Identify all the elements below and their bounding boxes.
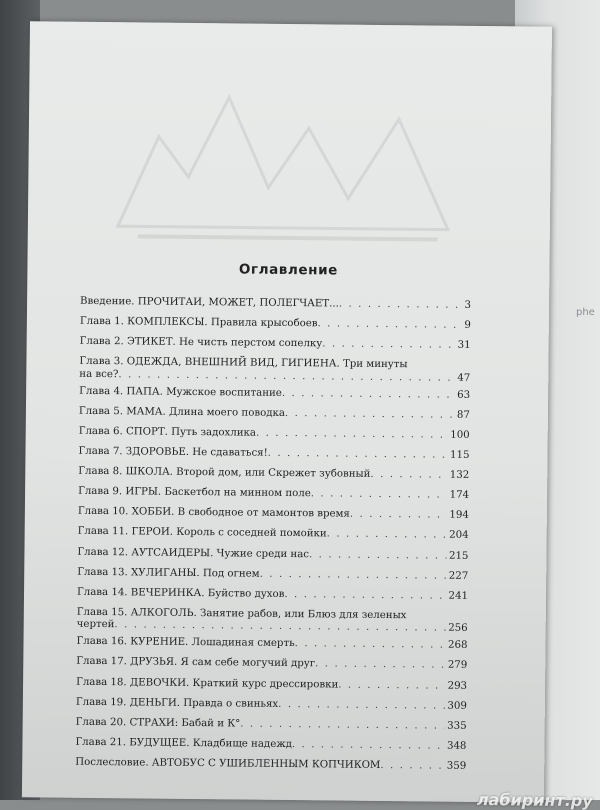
toc-page-number: 309 bbox=[447, 700, 467, 712]
toc-leader-dots bbox=[315, 659, 445, 673]
toc-leader-dots bbox=[380, 760, 444, 773]
toc-leader-dots bbox=[282, 388, 454, 402]
toc-entry-text: КУРЕНИЕ. Лошадиная смерть bbox=[130, 636, 295, 650]
toc-entry-prefix: Послесловие. bbox=[75, 756, 149, 769]
toc-entry-prefix: Глава 19. bbox=[75, 696, 127, 708]
toc-entry-text: СПОРТ. Путь задохлика bbox=[125, 426, 257, 439]
toc-entry-label bbox=[78, 466, 370, 482]
toc-entry-prefix: Глава 7. bbox=[78, 445, 123, 458]
toc-leader-dots bbox=[317, 318, 461, 332]
toc-leader-dots bbox=[327, 529, 447, 543]
toc-leader-dots bbox=[339, 299, 462, 313]
toc-entry-prefix: Глава 13. bbox=[77, 566, 128, 578]
toc-entry-label bbox=[79, 386, 282, 401]
toc-entry-label bbox=[76, 636, 294, 651]
toc-page-number: 194 bbox=[449, 510, 469, 522]
toc-entry-line bbox=[78, 526, 469, 543]
toc-entry-label bbox=[79, 406, 285, 421]
toc-entry-prefix: Глава 15. bbox=[76, 606, 128, 619]
toc-entry-text: ХОББИ. В свободное от мамонтов время bbox=[131, 506, 350, 520]
toc-entry-prefix: Глава 20. bbox=[75, 716, 127, 728]
side-text-fragment: phe bbox=[576, 307, 595, 318]
toc-entry-text: ГЕРОИ. Король с соседней помойки bbox=[131, 526, 327, 540]
toc-leader-dots bbox=[292, 739, 444, 753]
toc-entry-label bbox=[75, 737, 292, 752]
toc-entry-line bbox=[76, 696, 467, 713]
toc-entry-text: ПРОЧИТАЙ, МОЖЕТ, ПОЛЕГЧАЕТ... bbox=[137, 296, 339, 310]
toc-title: Оглавление bbox=[238, 261, 339, 279]
toc-entry-line bbox=[78, 466, 469, 483]
toc-entry-continuation: на все? bbox=[79, 368, 119, 380]
toc-entry-label bbox=[78, 446, 267, 460]
toc-leader-dots bbox=[322, 339, 454, 353]
toc-page-number: 241 bbox=[448, 590, 469, 602]
toc-entry-line bbox=[76, 716, 467, 733]
toc-entry-continuation: чертей bbox=[76, 619, 115, 631]
toc-leader-dots bbox=[309, 549, 446, 563]
toc-entry-prefix: Введение. bbox=[80, 295, 135, 308]
toc-entry-prefix: Глава 11. bbox=[77, 526, 129, 538]
toc-entry bbox=[77, 607, 468, 641]
toc-leader-dots bbox=[260, 568, 446, 582]
toc-entry-label bbox=[78, 506, 350, 521]
toc-entry-prefix: Глава 10. bbox=[77, 506, 129, 518]
toc-entry-text: ОДЕЖДА, ВНЕШНИЙ ВИД, ГИГИЕНА. Три минуты bbox=[126, 356, 408, 371]
toc-page-number: 227 bbox=[448, 570, 469, 582]
toc-entry-text: АВТОБУС С УШИБЛЕННЫМ КОПЧИКОМ bbox=[151, 757, 381, 771]
toc-entry-prefix: Глава 21. bbox=[75, 736, 127, 749]
toc-entry-label bbox=[76, 716, 241, 730]
toc-entry-label bbox=[77, 566, 260, 580]
toc-entry bbox=[75, 757, 466, 781]
toc-entry-label bbox=[76, 696, 278, 711]
toc-page-number: 31 bbox=[457, 339, 471, 352]
toc-entry-label bbox=[80, 316, 318, 331]
toc-entry-label bbox=[78, 486, 311, 501]
toc-entry-text: АУТСАЙДЕРЫ. Чужие среди нас bbox=[131, 546, 310, 560]
toc-entry-prefix: Глава 18. bbox=[76, 676, 127, 688]
toc-leader-dots bbox=[295, 638, 446, 652]
toc-entry-label bbox=[78, 526, 327, 541]
toc-entry-line bbox=[75, 737, 466, 754]
toc-entry-text: ХУЛИГАНЫ. Под огнем bbox=[130, 566, 260, 580]
toc-entry-text: ИГРЫ. Баскетбол на минном поле bbox=[125, 486, 311, 500]
toc-page-number: 174 bbox=[449, 489, 470, 502]
toc-page-number: 115 bbox=[449, 449, 470, 461]
toc-entry-prefix: Глава 14. bbox=[76, 586, 128, 599]
toc-entry-prefix: Глава 4. bbox=[79, 385, 124, 398]
toc-entry-text: КОМПЛЕКСЫ. Правила крысобоев bbox=[127, 316, 318, 330]
toc-entry-prefix: Глава 6. bbox=[78, 425, 123, 438]
toc-page-number: 256 bbox=[448, 622, 468, 635]
toc-entry-text: ЗДОРОВЬЕ. Не сдаваться! bbox=[125, 446, 268, 459]
toc-page-number: 100 bbox=[450, 429, 470, 441]
toc-entry-text: ЭТИКЕТ. Не чисть перстом сопелку bbox=[126, 336, 323, 350]
toc-entry-label bbox=[75, 757, 380, 773]
toc-page-number: 9 bbox=[464, 319, 471, 331]
toc-entry-text: ВЕЧЕРИНКА. Буйство духов bbox=[130, 587, 285, 600]
watermark-logo: лабиринт.ру bbox=[476, 789, 593, 810]
toc-entry-label bbox=[77, 587, 284, 602]
toc-page-number: 359 bbox=[446, 760, 467, 772]
toc-leader-dots bbox=[350, 509, 447, 523]
table-of-contents bbox=[75, 296, 471, 781]
toc-entry-label bbox=[80, 336, 323, 351]
toc-entry-text: МАМА. Длина моего поводка bbox=[126, 406, 286, 419]
toc-entry-prefix: Глава 1. bbox=[79, 315, 124, 328]
toc-leader-dots bbox=[285, 408, 454, 422]
toc-leader-dots bbox=[256, 428, 447, 443]
toc-page-number: 335 bbox=[447, 720, 467, 732]
toc-entry-prefix: Глава 12. bbox=[77, 546, 129, 558]
toc-page-number: 348 bbox=[446, 740, 467, 752]
toc-entry-line bbox=[75, 757, 466, 774]
toc-leader-dots bbox=[114, 619, 445, 635]
toc-page-number: 47 bbox=[457, 372, 471, 384]
toc-entry-line bbox=[80, 296, 471, 313]
toc-entry-prefix: Глава 5. bbox=[78, 405, 124, 418]
toc-entry-label bbox=[77, 546, 309, 561]
toc-leader-dots bbox=[240, 718, 444, 733]
toc-page-number: 293 bbox=[447, 680, 468, 692]
toc-entry-text: ДЕВОЧКИ. Краткий курс дрессировки bbox=[129, 676, 339, 691]
toc-page-number: 87 bbox=[456, 409, 470, 421]
toc-entry-prefix: Глава 9. bbox=[78, 486, 123, 498]
toc-entry-line bbox=[79, 406, 470, 423]
toc-page-number: 63 bbox=[457, 389, 471, 401]
toc-entry-line bbox=[77, 546, 468, 563]
toc-leader-dots bbox=[118, 369, 454, 385]
toc-entry-line bbox=[78, 446, 469, 463]
toc-entry-prefix: Глава 3. bbox=[79, 356, 124, 368]
toc-entry-prefix: Глава 16. bbox=[76, 636, 128, 648]
toc-entry-prefix: Глава 17. bbox=[76, 656, 127, 668]
toc-entry-text: ДЕНЬГИ. Правда о свиньях bbox=[129, 696, 279, 710]
toc-entry-text: ДРУЗЬЯ. Я сам себе могучий друг bbox=[130, 656, 316, 670]
toc-page-number: 3 bbox=[464, 299, 472, 311]
toc-entry-text: СТРАХИ: Бабай и К° bbox=[129, 717, 241, 730]
toc-entry-prefix: Глава 2. bbox=[79, 335, 124, 348]
faded-illustration bbox=[98, 56, 480, 250]
toc-entry-text: ШКОЛА. Второй дом, или Скрежет зубовный bbox=[125, 466, 371, 481]
toc-entry-label bbox=[76, 676, 338, 691]
toc-entry-line bbox=[78, 486, 469, 503]
toc-entry-prefix: Глава 8. bbox=[78, 465, 123, 478]
toc-page-number: 204 bbox=[449, 530, 469, 542]
toc-leader-dots bbox=[268, 448, 447, 462]
toc-page-number: 268 bbox=[447, 639, 468, 652]
toc-entry-line bbox=[79, 426, 470, 443]
toc-leader-dots bbox=[370, 469, 447, 482]
toc-entry-line bbox=[78, 506, 469, 523]
toc-entry-text: БУДУЩЕЕ. Кладбище надежд bbox=[129, 737, 292, 750]
toc-entry-text: ПАПА. Мужское воспитание bbox=[126, 386, 282, 399]
toc-entry-text: АЛКОГОЛЬ. Занятие рабов, или Блюз для зеленых bbox=[130, 607, 407, 622]
toc-entry-label bbox=[76, 656, 315, 671]
toc-leader-dots bbox=[311, 488, 447, 502]
toc-entry-label bbox=[79, 426, 256, 440]
toc-page-number: 215 bbox=[448, 550, 469, 562]
toc-entry-label bbox=[80, 296, 339, 311]
toc-leader-dots bbox=[278, 698, 444, 712]
toc-entry bbox=[79, 356, 470, 390]
toc-page-number: 279 bbox=[447, 660, 468, 672]
toc-leader-dots bbox=[284, 589, 445, 603]
toc-leader-dots bbox=[338, 679, 444, 693]
toc-page-number: 132 bbox=[449, 469, 470, 482]
